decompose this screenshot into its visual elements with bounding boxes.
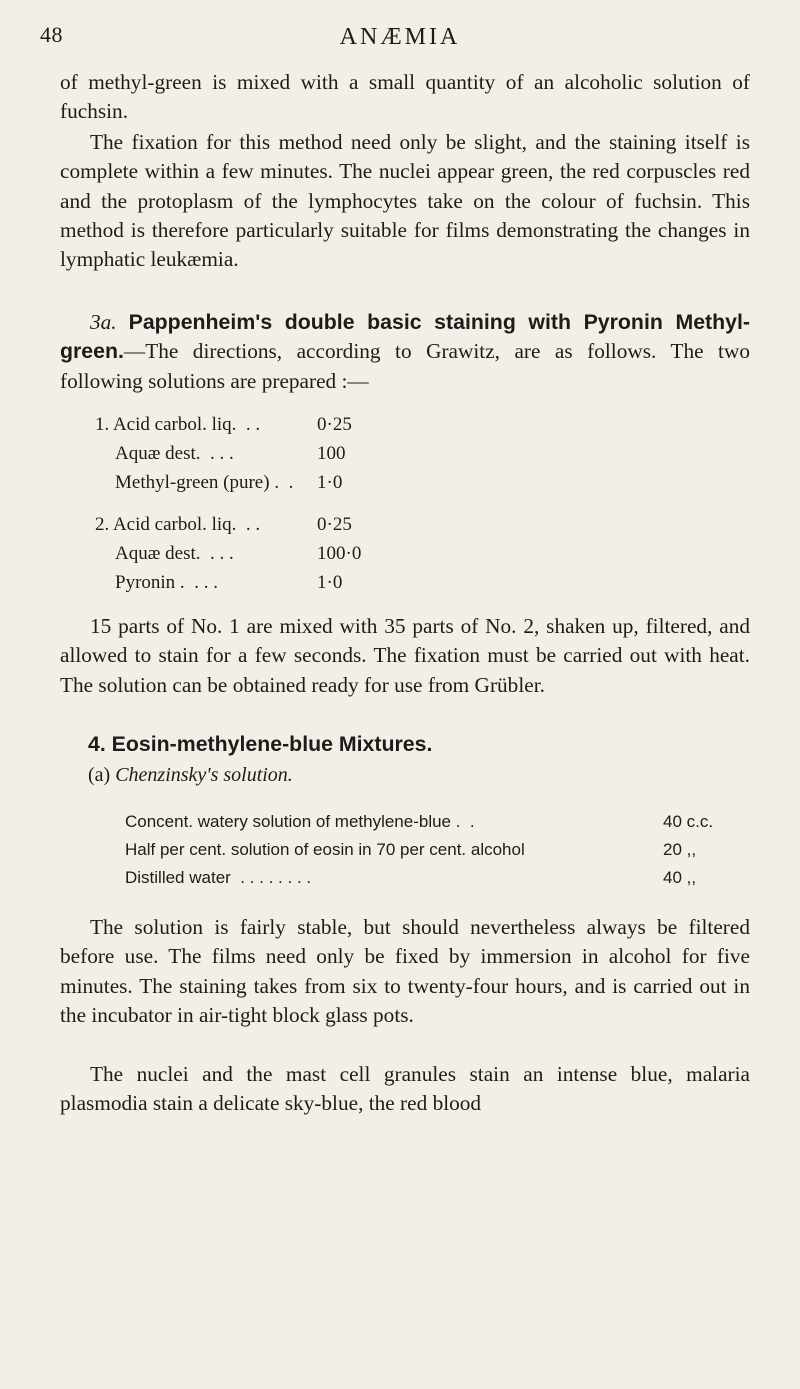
section-3a-text: —The directions, according to Grawitz, are as follows. The two following solutions are prepared :—	[60, 339, 750, 393]
recipe-row	[95, 568, 365, 597]
recipe-row	[95, 410, 365, 439]
recipe-quantity: 0·25	[317, 414, 352, 435]
paragraph-continuation: of methyl-green is mixed with a small quantity of an alcoholic solution of fuchsin.	[60, 70, 750, 124]
recipe-row	[125, 864, 715, 892]
recipe-row	[125, 836, 715, 864]
recipe-quantity: 100	[317, 443, 346, 464]
page-number: 48	[40, 22, 63, 47]
recipe-ingredient: Aquæ dest. . . .	[115, 443, 234, 464]
section-3a	[60, 308, 750, 396]
paragraph-stability: The solution is fairly stable, but should nevertheless always be filtered before use. The films need only be fixed by immersion in alcohol for five minutes. The staining takes from six to twenty-four hours, and is carried out in the incubator in air-tight block glass pots.	[60, 915, 750, 1027]
recipe-quantity: 20 ,,	[663, 840, 697, 859]
recipe-row	[95, 468, 365, 497]
recipe-ingredient: Methyl-green (pure) . .	[115, 472, 294, 493]
recipe-ingredient: Aquæ dest. . . .	[115, 543, 234, 564]
recipe-row	[95, 539, 365, 568]
paragraph-fixation: The fixation for this method need only be slight, and the staining itself is complete within a few minutes. The nuclei appear green, the red corpuscles red and the protoplasm of the lymphocytes take on the colour of fuchsin. This method is therefore particularly suitable for films demonstrating the changes in lymphatic leukæmia.	[60, 130, 750, 272]
eosin-recipe	[125, 808, 715, 892]
paragraph-mixing: 15 parts of No. 1 are mixed with 35 parts of No. 2, shaken up, filtered, and allowed to stain for a few seconds. The fixation must be carried out with heat. The solution can be obtained ready for use from Grübler.	[60, 614, 750, 697]
recipe-quantity: 1·0	[317, 572, 343, 593]
section-4-heading: 4. Eosin-methylene-blue Mixtures.	[88, 732, 433, 756]
solution-1-recipe	[95, 410, 365, 497]
paragraph-results: The nuclei and the mast cell granules stain an intense blue, malaria plasmodia stain a delicate sky-blue, the red blood	[60, 1062, 750, 1116]
solution-2-recipe	[95, 510, 365, 597]
recipe-row	[95, 510, 365, 539]
recipe-quantity: 40 c.c.	[663, 812, 714, 831]
recipe-quantity: 100·0	[317, 543, 362, 564]
section-4a-heading	[88, 764, 293, 787]
recipe-ingredient: Pyronin . . . .	[115, 572, 218, 593]
recipe-ingredient: Half per cent. solution of eosin in 70 per cent. alcohol	[125, 840, 525, 859]
recipe-row	[125, 808, 715, 836]
recipe-quantity: 1·0	[317, 472, 343, 493]
section-4a-title: Chenzinsky's solution.	[115, 764, 293, 786]
recipe-quantity: 0·25	[317, 514, 352, 535]
recipe-ingredient: Concent. watery solution of methylene-blue . .	[125, 812, 475, 831]
section-3a-number: 3a.	[90, 310, 117, 334]
section-3a-title: Pappenheim's double basic staining with Pyronin Methyl-green.	[60, 310, 750, 364]
section-4a-label: (a)	[88, 764, 111, 786]
recipe-row	[95, 439, 365, 468]
recipe-ingredient: 1. Acid carbol. liq. . .	[95, 414, 261, 435]
running-head: ANÆMIA	[339, 24, 461, 50]
recipe-ingredient: 2. Acid carbol. liq. . .	[95, 514, 261, 535]
recipe-quantity: 40 ,,	[663, 868, 697, 887]
recipe-ingredient: Distilled water . . . . . . . .	[125, 868, 312, 887]
